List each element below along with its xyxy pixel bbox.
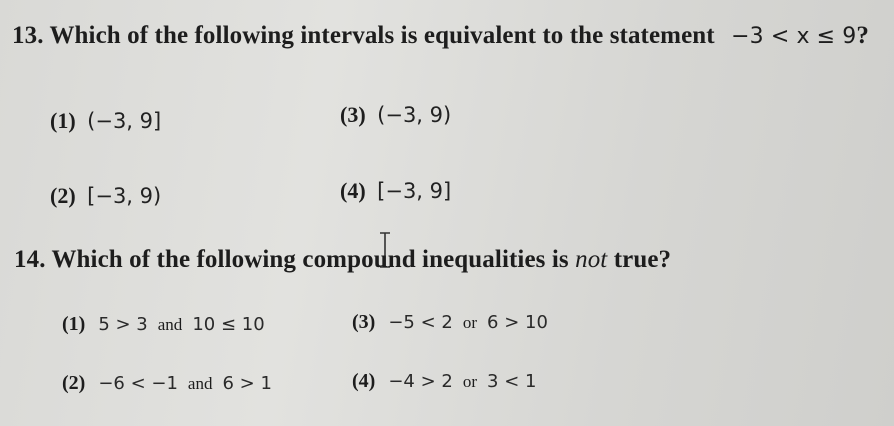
question-14-stem <box>14 246 671 274</box>
q13-option-4 <box>340 178 451 204</box>
q13-option-1-value: (−3, 9] <box>87 109 162 133</box>
q14-option-4-right: 3 < 1 <box>487 371 537 392</box>
q13-option-3 <box>340 102 451 128</box>
q14-option-1-right: 10 ≤ 10 <box>192 314 265 335</box>
q13-option-4-number: (4) <box>340 178 366 203</box>
q13-option-2-number: (2) <box>50 183 76 208</box>
q14-option-2 <box>62 372 272 395</box>
question-13-stem <box>12 22 869 50</box>
q14-option-3-number: (3) <box>352 311 376 333</box>
q14-option-1-word: and <box>157 315 183 334</box>
question-14-end: true? <box>613 246 672 273</box>
q13-option-1 <box>50 108 161 134</box>
q14-option-4 <box>352 370 536 393</box>
question-13-statement: −3 < x ≤ 9 <box>731 24 857 49</box>
q14-option-3-right: 6 > 10 <box>487 312 548 333</box>
q13-option-1-number: (1) <box>50 108 76 133</box>
q13-option-3-number: (3) <box>340 102 366 127</box>
q14-option-2-word: and <box>187 374 213 393</box>
q14-option-2-left: −6 < −1 <box>98 373 178 394</box>
q14-option-4-left: −4 > 2 <box>388 371 453 392</box>
q14-option-3-word: or <box>462 313 478 332</box>
q14-option-1 <box>62 313 265 336</box>
q14-option-1-number: (1) <box>62 313 86 335</box>
q14-option-1-left: 5 > 3 <box>98 314 148 335</box>
q14-option-3 <box>352 311 548 334</box>
q14-option-4-word: or <box>462 372 478 391</box>
question-13-text: 13. Which of the following intervals is equivalent to the statement <box>12 22 715 49</box>
question-13-question-mark: ? <box>856 22 869 49</box>
q13-option-4-value: [−3, 9] <box>377 179 452 203</box>
q14-option-2-number: (2) <box>62 372 86 394</box>
q14-option-2-right: 6 > 1 <box>222 373 272 394</box>
q14-option-3-left: −5 < 2 <box>388 312 453 333</box>
q13-option-2 <box>50 183 161 209</box>
q13-option-3-value: (−3, 9) <box>377 103 452 127</box>
q13-option-2-value: [−3, 9) <box>87 184 162 208</box>
q14-option-4-number: (4) <box>352 370 376 392</box>
question-14-not: not <box>575 246 608 273</box>
question-14-text: 14. Which of the following compound inequalities is <box>14 246 569 273</box>
